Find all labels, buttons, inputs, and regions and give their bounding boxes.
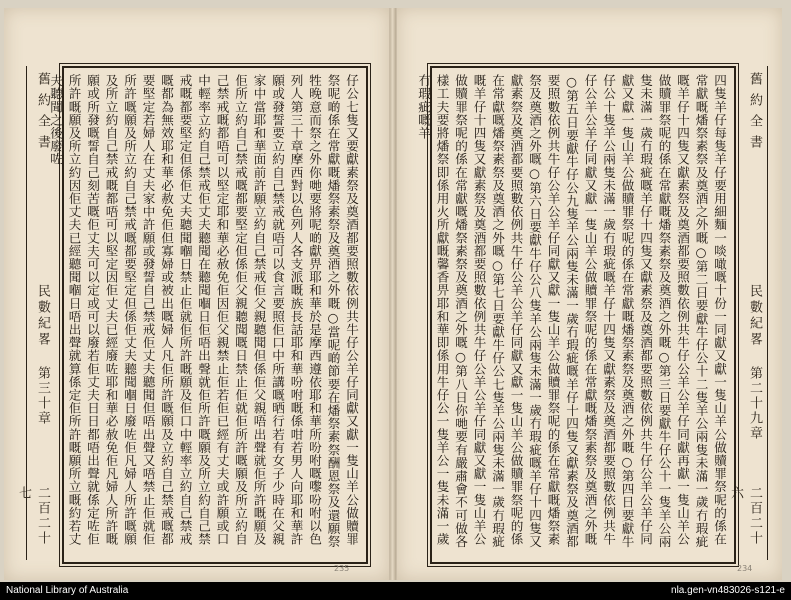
- right-page: [396, 8, 782, 580]
- left-text-frame: [48, 66, 368, 564]
- left-header-chapter-number: 第三十章: [35, 366, 50, 426]
- left-body-text: 仔公七隻又要獻素祭及奠酒都要照數依例共牛仔公羊仔同獻又獻一隻山羊公做贖罪祭呢啲係在常獻嘅燔祭素祭及奠酒之外嘅○當呢啲節要在燔祭素祭酬恩祭及還願祭牲晚意而祭之外你哋要將呢啲獻畀耶和華於是摩西遵依耶和華所吩咐嘅嚟吩咐以色列人第三十章摩西對以色列人各支派嘅族長話耶和華吩咐嘅係咁若男人向耶和華許願或發誓要立約自己禁戒就唔可以食言要照佢口中所講嘅晒行若有女子少時在父親家中當耶和華面前許願立約自己禁戒佢父親聽聞但係佢父親唔出聲就佢所許嘅願及佢所立約自己禁戒嘅都要堅定但係佢父親聽聞嘅日禁止佢就佢所許嘅願及所立約自己禁戒嘅都唔可以堅定耶和華必赦免佢因佢父親禁止佢若佢已經有丈夫或許願或口中輕率立約自己禁戒佢丈夫聽聞在聽聞嗰日佢唔出聲就佢所許嘅願及所立約自己禁戒嘅都要堅定但係佢丈夫聽聞嗰日禁止佢就佢所許嘅願及佢口中輕率立約自己禁戒嘅都為無效耶和華必赦免佢但寡婦或被出嘅婦人凡佢所許嘅願及立約自己禁戒嘅都要堅定若婦人在丈夫家中許願或發誓自己禁戒佢丈夫聽聞但唔出聲又唔禁止佢就佢所許嘅願及所立約自己禁戒嘅都要堅定但係佢丈夫聽聞嗰日廢咗佢凡婦人所許嘅願及所立約自己禁戒嘅都唔可以堅定因佢丈夫已經廢咗耶和華必赦免佢凡婦人所許嘅願或所發嘅誓自己刻苦嘅佢丈夫可以定或可以廢若佢丈夫日日都唔出聲就係定咗佢所許嘅願及所立約因佢丈夫已經聽聞嗰日唔出聲就算係定佢所許嘅願所立嘅約若丈夫聽聞之後廢咗: [48, 74, 359, 548]
- footer-identifier: nla.gen-vn483026-s121-e: [671, 585, 785, 596]
- right-pencil-note: 234: [737, 564, 753, 573]
- right-header-section: 民數紀畧: [747, 284, 762, 348]
- library-footer-bar: [0, 582, 791, 600]
- right-page-header: [728, 66, 764, 560]
- left-page: [4, 8, 390, 580]
- header-rule: [767, 66, 768, 560]
- right-text-frame: [416, 66, 736, 564]
- right-header-book-title: 舊約全書: [747, 72, 762, 156]
- left-pencil-note: 235: [334, 564, 350, 573]
- left-page-number: 二百二十七: [16, 486, 50, 546]
- book-gutter: [389, 8, 396, 580]
- right-page-number: 二百二十六: [728, 486, 762, 546]
- right-header-chapter-number: 第二十九章: [747, 366, 762, 441]
- right-body-text: 四隻羊仔每隻羊仔要用細麵一啖噉嘅十份一同獻又獻一隻山羊公做贖罪祭呢的係在常獻嘅燔祭素祭及奠酒之外嘅○第二日要獻牛仔公十二隻羊公兩隻未滿一歲冇瑕疵嘅羊仔十四隻又獻素祭及奠酒都要照數依例共牛仔公羊公羊仔同獻再獻一隻山羊公做贖罪祭呢的係在常獻嘅燔祭素祭及奠酒之外嘅○第三日要獻牛仔公十一隻羊公兩隻未滿一歲冇瑕疵嘅羊仔十四隻又獻素祭及奠酒都要照數依例共牛仔公羊公羊仔同獻又獻一隻山羊公做贖罪祭呢的係在常獻嘅燔祭素祭及奠酒之外嘅○第四日要獻牛仔公十隻羊公兩隻未滿一歲冇瑕疵嘅羊仔十四隻又獻素祭及奠酒都要照數依例共牛仔公羊公羊仔同獻又獻一隻山羊公做贖罪祭呢的係在常獻嘅燔祭素祭及奠酒之外嘅○第五日要獻牛仔公九隻羊公兩隻未滿一歲冇瑕疵嘅羊仔十四隻又獻素祭及奠酒都要照數依例共牛仔公羊公羊仔同獻又獻一隻山羊公做贖罪祭呢的係在常獻嘅燔祭素祭及奠酒之外嘅○第六日要獻牛仔公八隻羊公兩隻未滿一歲冇瑕疵嘅羊仔十四隻又獻素祭及奠酒都要照數依例共牛仔公羊公羊仔同獻又獻一隻山羊公做贖罪祭呢的係在常獻嘅燔祭素祭及奠酒之外嘅○第七日要獻牛仔公七隻羊公兩隻未滿一歲冇瑕疵嘅羊仔十四隻又獻素祭及奠酒都要照數依例共牛仔公羊公羊仔同獻又獻一隻山羊公做贖罪祭呢的係在常獻嘅燔祭素祭及奠酒之外嘅○第八日你哋要有嚴肅會不可做各樣工夫要將燔祭即係用火所獻嘅馨香畀耶和華即係用牛仔公一隻羊公一隻未滿一歲冇瑕疵嘅羊: [416, 74, 727, 548]
- left-header-book-title: 舊約全書: [35, 72, 50, 156]
- left-header-section: 民數紀畧: [35, 284, 50, 348]
- footer-institution: National Library of Australia: [6, 585, 129, 596]
